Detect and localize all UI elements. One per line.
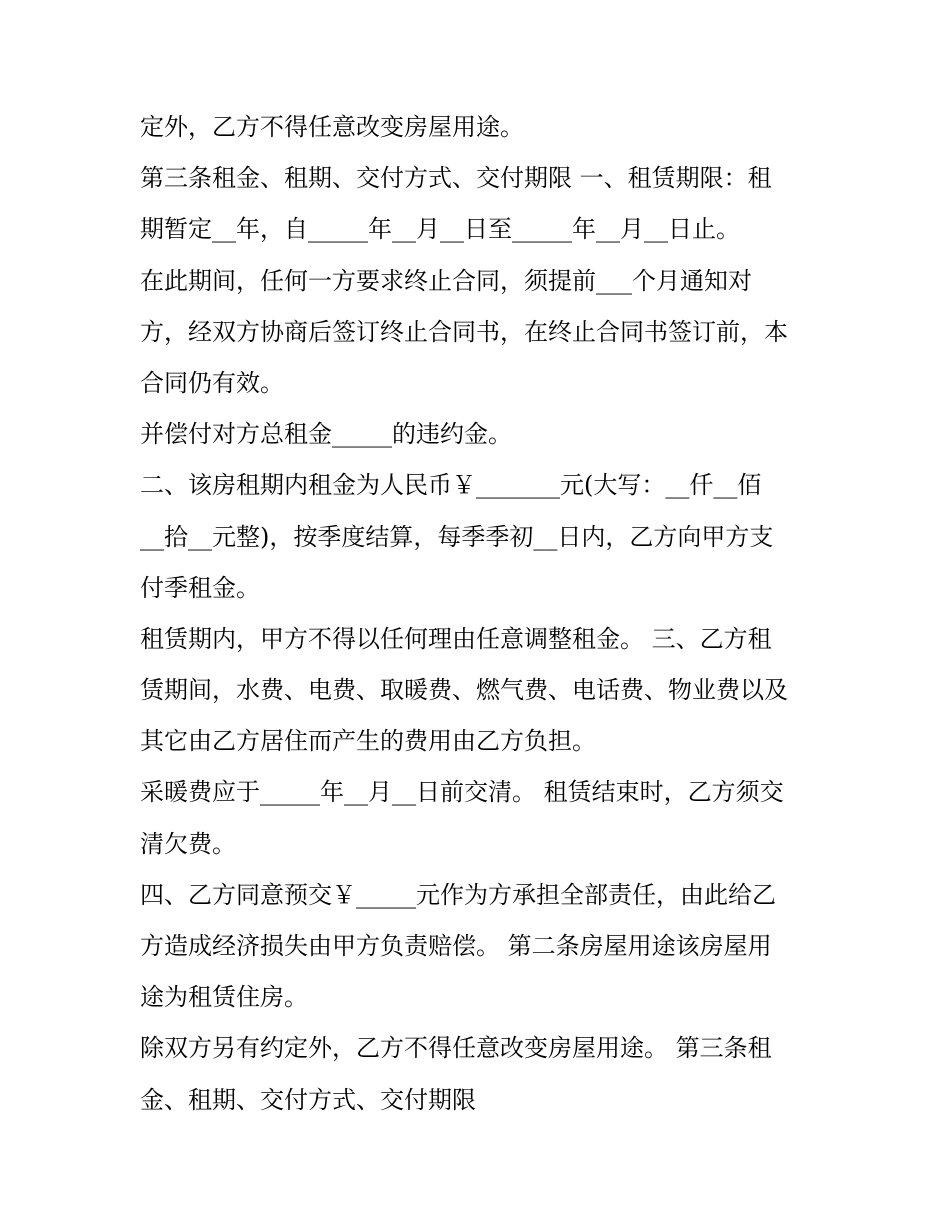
- text-line: 途为租赁住房。: [140, 983, 308, 1012]
- text-line: 金、租期、交付方式、交付期限: [140, 1085, 476, 1114]
- text-line: 方造成经济损失由甲方负责赔偿。 第二条房屋用途该房屋用: [140, 932, 772, 960]
- text-line: 清欠费。: [140, 829, 236, 858]
- text-line: 期暂定__年，自_____年__月__日至_____年__月__日止。: [140, 215, 740, 244]
- text-line: 定外，乙方不得任意改变房屋用途。: [140, 113, 524, 141]
- text-line: 方，经双方协商后签订终止合同书，在终止合同书签订前，本: [140, 317, 788, 346]
- text-line: 付季租金。: [140, 573, 260, 602]
- text-line: __拾__元整)，按季度结算，每季季初__日内，乙方向甲方支: [140, 522, 774, 551]
- text-line: 合同仍有效。: [140, 368, 284, 397]
- text-line: 赁期间，水费、电费、取暖费、燃气费、电话费、物业费以及: [140, 676, 788, 705]
- text-line: 除双方另有约定外，乙方不得任意改变房屋用途。 第三条租: [140, 1034, 772, 1063]
- text-line: 第三条租金、租期、交付方式、交付期限 一、租赁期限：租: [140, 164, 772, 193]
- text-line: 在此期间，任何一方要求终止合同，须提前___个月通知对: [140, 266, 752, 295]
- text-line: 二、该房租期内租金为人民币￥_______元(大写：__仟__佰: [140, 471, 762, 500]
- text-line: 并偿付对方总租金_____的违约金。: [140, 420, 512, 449]
- text-line: 采暖费应于_____年__月__日前交清。 租赁结束时，乙方须交: [140, 778, 784, 807]
- text-line: 四、乙方同意预交￥_____元作为方承担全部责任，由此给乙: [140, 880, 776, 909]
- text-line: 租赁期内，甲方不得以任何理由任意调整租金。 三、乙方租: [140, 624, 772, 653]
- contract-text: [140, 102, 820, 1126]
- text-line: 其它由乙方居住而产生的费用由乙方负担。: [140, 727, 596, 756]
